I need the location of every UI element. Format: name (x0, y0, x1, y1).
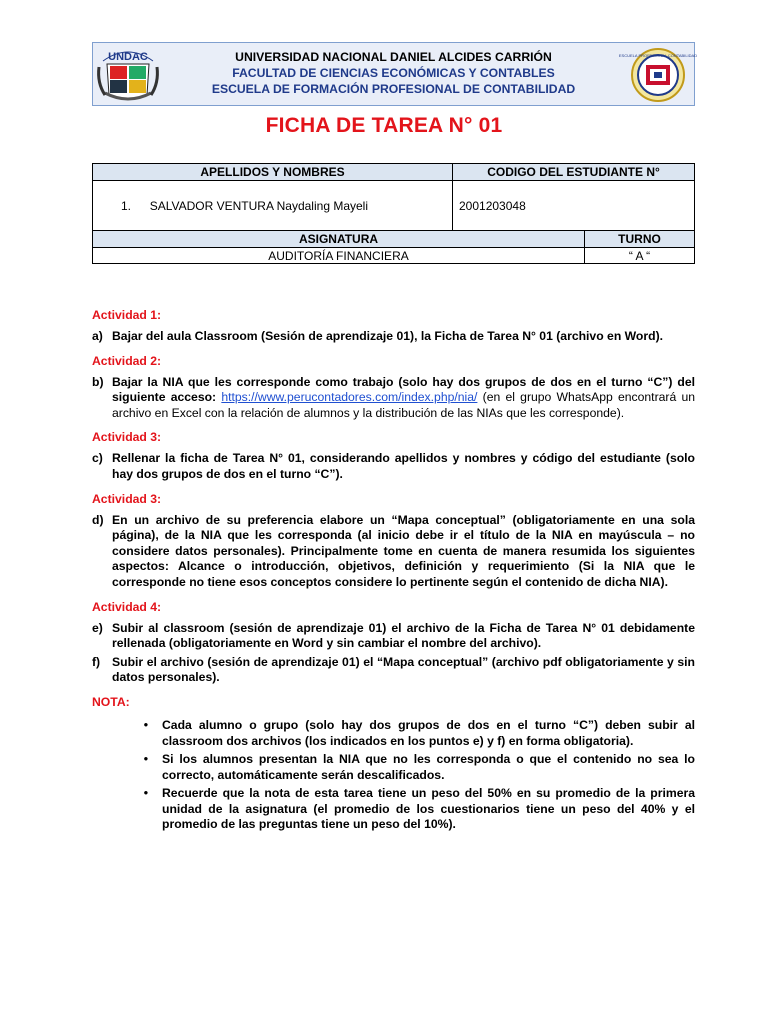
header-banner (92, 42, 698, 106)
code-header: CODIGO DEL ESTUDIANTE N° (453, 164, 695, 181)
activity-1-title: Actividad 1: (92, 308, 162, 322)
student-name-cell (93, 181, 453, 231)
undac-logo-icon (97, 47, 159, 103)
item-label: c) (92, 451, 103, 466)
item-label: f) (92, 654, 101, 669)
subject-header: ASIGNATURA (93, 231, 585, 248)
bullet-icon: • (143, 786, 148, 801)
shift-header: TURNO (585, 231, 695, 248)
nota-item-text: Recuerde que la nota de esta tarea tiene un peso del 50% en su promedio de la primera unidad de la asignatura (el promedio de los cuestionarios tiene un peso del 40% y el promedio de las preguntas tiene un peso del 10%). (162, 786, 695, 832)
item-label: e) (92, 620, 103, 635)
bullet-icon: • (143, 752, 148, 767)
nota-item-text: Cada alumno o grupo (solo hay dos grupos de dos en el turno “C”) deben subir al classroom dos archivos (los indicados en los puntos e) y f) en forma obligatoria). (162, 717, 695, 748)
item-text-part1: Bajar la NIA que les corresponde como trabajo (solo hay dos grupos de dos en el turno “C”) del siguiente acceso: (112, 374, 695, 405)
activity-3-title: Actividad 3: (92, 430, 162, 445)
item-text (112, 375, 695, 422)
nia-link[interactable]: https://www.perucontadores.com/index.php/nia/ (221, 390, 478, 405)
activity-2-title: Actividad 2: (92, 353, 162, 368)
student-code: 2001203048 (453, 181, 695, 231)
activity-item-c (92, 451, 695, 482)
student-info-table (92, 163, 695, 264)
activity-item-e (92, 621, 695, 652)
page-title: FICHA DE TAREA N° 01 (265, 114, 503, 137)
activities-section (92, 308, 695, 836)
item-label: d) (92, 512, 104, 527)
subject-value: AUDITORÍA FINANCIERA (93, 248, 585, 264)
item-text: Rellenar la ficha de Tarea N° 01, considerando apellidos y nombres y código del estudiante (solo hay dos grupos de dos en el turno “C”). (112, 451, 695, 481)
activity-item-d (92, 513, 695, 591)
activity-item-b (92, 375, 695, 422)
nota-item (92, 718, 695, 749)
item-text: Subir el archivo (sesión de aprendizaje 01) el “Mapa conceptual” (archivo pdf obligatoriamente y sin datos personales). (112, 654, 695, 685)
nota-item (92, 786, 695, 833)
names-header: APELLIDOS Y NOMBRES (93, 164, 453, 181)
activity-item-f (92, 655, 695, 686)
item-text: Bajar del aula Classroom (Sesión de aprendizaje 01), la Ficha de Tarea N° 01 (archivo en Word). (112, 329, 664, 343)
university-name: UNIVERSIDAD NACIONAL DANIEL ALCIDES CARRIÓN (235, 50, 552, 64)
item-label: b) (92, 374, 104, 389)
bullet-icon: • (143, 717, 148, 732)
logo-right-text: ESCUELA PROFESIONAL CONTABILIDAD (618, 53, 698, 58)
student-name: SALVADOR VENTURA Naydaling Mayeli (149, 198, 368, 213)
item-text-part2: (en el grupo WhatsApp encontrará un archivo en Excel con la relación de alumnos y la distribución de las NIAs que les corresponde). (112, 390, 696, 420)
nota-item (92, 752, 695, 783)
item-text: En un archivo de su preferencia elabore un “Mapa conceptual” (obligatoriamente en una sola página), de la NIA que les corresponda (al inicio debe ir el título de la NIA en mayúscula – no considere datos personales). Principalmente tome en cuenta de manera resumida los siguientes aspectos: Alcance o introducción, objetivos, definición y requerimiento (Si la NIA que le corresponde no tiene esos conceptos considere lo pertinente según el contenido de dicha NIA). (112, 512, 695, 589)
faculty-name: FACULTAD DE CIENCIAS ECONÓMICAS Y CONTABLES (232, 66, 555, 80)
activity-item-a (92, 329, 695, 345)
logo-left-text: UNDAC (108, 51, 148, 63)
item-text: Subir al classroom (sesión de aprendizaje 01) el archivo de la Ficha de Tarea N° 01 debidamente rellenada (obligatoriamente en Word y sin cambiar el nombre del archivo). (112, 620, 695, 651)
activity-3b-title: Actividad 3: (92, 491, 162, 506)
student-number: 1. (121, 198, 132, 213)
activity-4-title: Actividad 4: (92, 599, 162, 614)
nota-title: NOTA: (92, 694, 130, 709)
item-label: a) (92, 329, 103, 343)
contabilidad-seal-icon (618, 47, 698, 103)
nota-item-text: Si los alumnos presentan la NIA que no les corresponda o que el contenido no sea lo correcto, automáticamente serán descalificados. (162, 752, 695, 782)
school-name: ESCUELA DE FORMACIÓN PROFESIONAL DE CONTABILIDAD (211, 82, 576, 96)
shift-value: “ A “ (585, 248, 695, 264)
